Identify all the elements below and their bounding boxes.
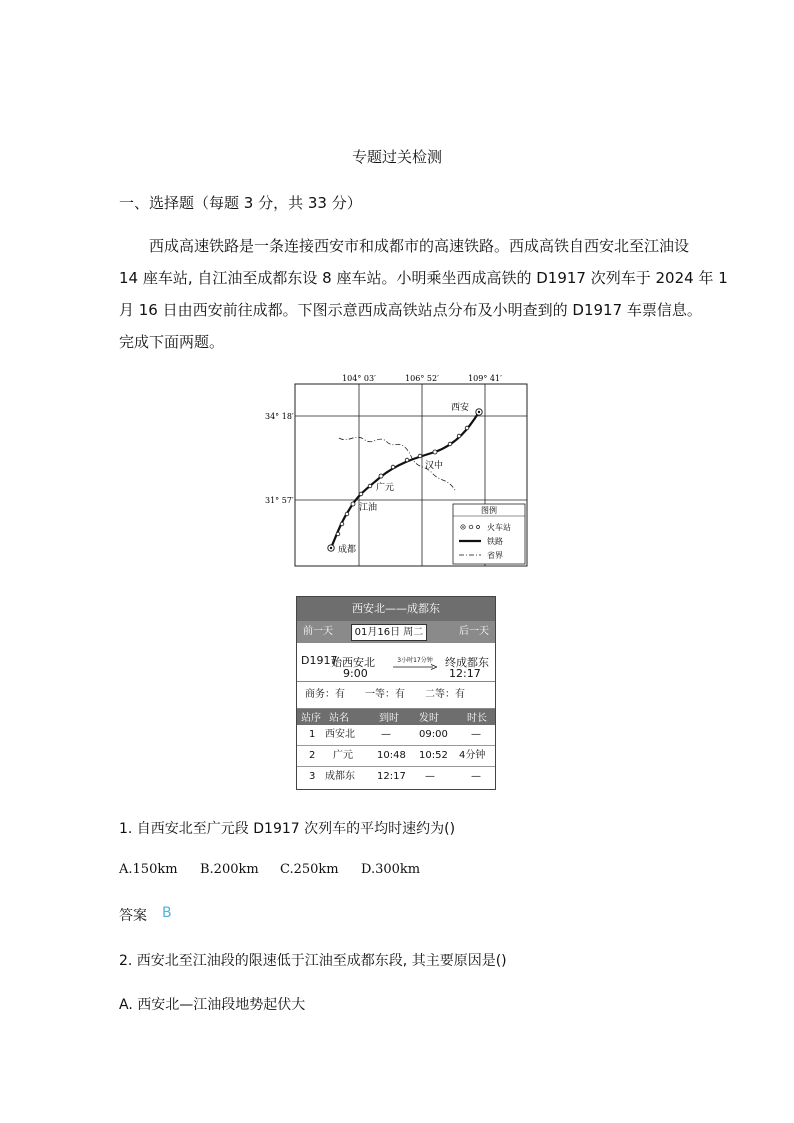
prev-day-button[interactable]: 前一天 bbox=[303, 626, 333, 637]
column-header: 到时 bbox=[379, 713, 399, 724]
seat-availability bbox=[297, 681, 495, 709]
depart-time: 9:00 bbox=[343, 667, 368, 680]
paragraph-line: 西成高速铁路是一条连接西安市和成都市的高速铁路。西成高铁自西安北至江油设 bbox=[149, 237, 690, 255]
stop-duration: — bbox=[471, 729, 481, 740]
next-day-button[interactable]: 后一天 bbox=[459, 626, 489, 637]
stop-seq: 2 bbox=[309, 750, 316, 761]
arrive-time: 12:17 bbox=[449, 667, 481, 680]
place-label: 西安 bbox=[451, 403, 470, 413]
question-1-stem: 1. 自西安北至广元段 D1917 次列车的平均时速约为() bbox=[119, 821, 456, 837]
intro-paragraph bbox=[119, 230, 728, 358]
route-header: 西安北——成都东 bbox=[297, 597, 495, 621]
xian-station-icon bbox=[478, 411, 480, 413]
legend-title: 图例 bbox=[481, 506, 497, 515]
stop-depart: — bbox=[425, 771, 435, 782]
stop-depart: 09:00 bbox=[419, 729, 448, 740]
legend-label: 省界 bbox=[487, 551, 503, 560]
train-number: D1917 bbox=[301, 654, 338, 667]
stop-duration: — bbox=[471, 771, 481, 782]
paragraph-line: 月 16 日由西安前往成都。下图示意西成高铁站点分布及小明查到的 D1917 车票信息。 bbox=[119, 301, 702, 319]
stop-arrive: — bbox=[381, 729, 391, 740]
place-label: 广元 bbox=[376, 483, 395, 493]
destination-station: 终成都东 bbox=[445, 656, 489, 669]
table-row bbox=[297, 746, 495, 767]
stop-seq: 3 bbox=[309, 771, 316, 782]
q1-option-a: A.150km bbox=[119, 862, 178, 877]
place-label: 汉中 bbox=[425, 461, 444, 471]
stop-duration: 4分钟 bbox=[459, 750, 486, 761]
legend-label: 铁路 bbox=[487, 537, 503, 546]
paragraph-line: 完成下面两题。 bbox=[119, 333, 225, 351]
stop-name: 成都东 bbox=[325, 771, 355, 782]
page-title: 专题过关检测 bbox=[351, 148, 442, 166]
question-2-stem: 2. 西安北至江油段的限速低于江油至成都东段, 其主要原因是() bbox=[119, 953, 507, 969]
section-heading: 一、选择题（每题 3 分，共 33 分） bbox=[119, 194, 362, 212]
stop-arrive: 10:48 bbox=[377, 750, 406, 761]
ticket-info-panel bbox=[296, 596, 496, 790]
railway-map bbox=[265, 370, 530, 570]
q2-option-a: A. 西安北—江油段地势起伏大 bbox=[119, 997, 306, 1013]
latitude-label: 31° 57′ bbox=[265, 496, 294, 505]
chengdu-station-icon bbox=[330, 547, 332, 549]
stop-table-header bbox=[297, 709, 495, 725]
column-header: 站序 bbox=[301, 713, 321, 724]
longitude-label: 109° 41′ bbox=[468, 374, 502, 383]
origin-station: 始西安北 bbox=[331, 656, 375, 669]
q1-option-c: C.250km bbox=[280, 862, 339, 877]
answer-label: 答案 bbox=[119, 908, 147, 924]
legend-label: 火车站 bbox=[487, 523, 511, 532]
arrow-right-icon bbox=[393, 664, 437, 670]
business-seat: 商务：有 bbox=[305, 689, 345, 700]
q1-option-b: B.200km bbox=[200, 862, 259, 877]
column-header: 时长 bbox=[467, 713, 487, 724]
latitude-label: 34° 18′ bbox=[265, 412, 294, 421]
trip-duration: 3小时17分钟 bbox=[397, 657, 433, 664]
date-nav bbox=[297, 621, 495, 643]
table-row bbox=[297, 725, 495, 746]
q1-option-d: D.300km bbox=[361, 862, 421, 877]
second-class-seat: 二等：有 bbox=[425, 689, 465, 700]
paragraph-line: 14 座车站, 自江油至成都东设 8 座车站。小明乘坐西成高铁的 D1917 次列车于 2024 年 1 bbox=[119, 269, 728, 287]
stop-name: 西安北 bbox=[325, 729, 355, 740]
date-selector[interactable]: 01月16日 周二 bbox=[351, 624, 427, 641]
place-label: 成都 bbox=[338, 545, 357, 555]
table-row bbox=[297, 767, 495, 787]
longitude-label: 106° 52′ bbox=[405, 374, 439, 383]
place-label: 江油 bbox=[359, 503, 378, 513]
column-header: 站名 bbox=[329, 713, 349, 724]
column-header: 发时 bbox=[419, 713, 439, 724]
longitude-label: 104° 03′ bbox=[342, 374, 376, 383]
answer-value: B bbox=[162, 905, 172, 921]
stop-name: 广元 bbox=[333, 750, 353, 761]
first-class-seat: 一等：有 bbox=[365, 689, 405, 700]
stop-seq: 1 bbox=[309, 729, 316, 740]
stop-arrive: 12:17 bbox=[377, 771, 406, 782]
stop-depart: 10:52 bbox=[419, 750, 448, 761]
